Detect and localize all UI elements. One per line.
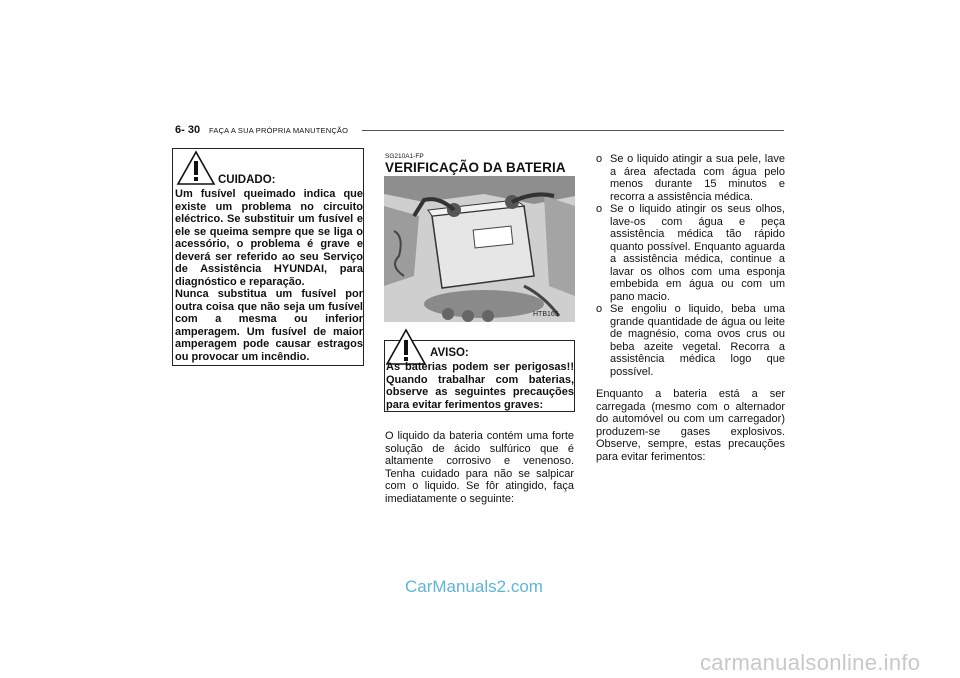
page-number: 6- 30 (175, 124, 201, 136)
aviso-text: As baterias podem ser perigosas!! Quando trabalhar com baterias, observe as seguintes precauções para evitar ferimentos graves: (386, 361, 574, 411)
header-rule (362, 130, 784, 131)
bullet-text: Se o liquido atingir os seus olhos, lave-os com água e peça assistência médica tão rápido quanto possível. Enquanto aguarda a assistência médica, continue a lavar os olhos com uma esponja embebida em água ou com um pano macio. (610, 203, 785, 303)
bullet-item (596, 203, 785, 303)
bullet-mark: o (596, 153, 603, 165)
warning-triangle-icon (176, 150, 216, 186)
closing-paragraph: Enquanto a bateria está a ser carregada (mesmo com o alternador do automóvel ou com um carregador) produzem-se gases explosivos. Observe, sempre, estas precauções para evitar ferimentos: (596, 388, 785, 463)
aviso-title: AVISO: (430, 347, 469, 359)
battery-illustration (384, 176, 575, 322)
intro-paragraph: O liquido da bateria contém uma forte solução de ácido sulfúrico que é altamente corrosivo e venenoso. Tenha cuidado para não se salpicar com o liquido. Se fôr atingido, faça imediatamente o seguinte: (385, 430, 574, 505)
battery-photo (384, 176, 575, 322)
bullet-mark: o (596, 303, 603, 315)
bullet-item (596, 303, 785, 378)
bullet-item (596, 153, 785, 203)
watermark-link[interactable]: CarManuals2.com (405, 577, 543, 596)
watermark-text: carmanualsonline.info (700, 650, 921, 675)
bullet-text: Se o liquido atingir a sua pele, lave a área afectada com água pelo menos durante 15 minutos e recorra a assistência médica. (610, 153, 785, 203)
caution-text (175, 188, 363, 363)
image-label: HTB165 (533, 311, 559, 318)
section-title: VERIFICAÇÃO DA BATERIA (385, 160, 566, 175)
caution-paragraph: Um fusível queimado indica que existe um problema no circuito eléctrico. Se substituir um fusível e ele se queima sempre que se liga o acessório, o problema é grave e deverá ser referido ao seu Serviço de Assistência HYUNDAI, para diagnóstico e reparação. (175, 188, 363, 288)
section-code: SG210A1-FP (385, 153, 424, 160)
bullet-text: Se engoliu o liquido, beba uma grande quantidade de água ou leite de magnésio, coma ovos crus ou beba azeite vegetal. Recorra a assistência médica logo que possível. (610, 303, 785, 378)
bullet-mark: o (596, 203, 603, 215)
page-header-title: FAÇA A SUA PRÓPRIA MANUTENÇÃO (209, 126, 349, 135)
caution-title: CUIDADO: (218, 174, 276, 186)
caution-paragraph: Nunca substitua um fusível por outra coisa que não seja um fusível com a mesma ou inferior amperagem. Um fusível de maior amperagem pode causar estragos ou provocar um incêndio. (175, 288, 363, 363)
precautions-column (596, 153, 785, 463)
